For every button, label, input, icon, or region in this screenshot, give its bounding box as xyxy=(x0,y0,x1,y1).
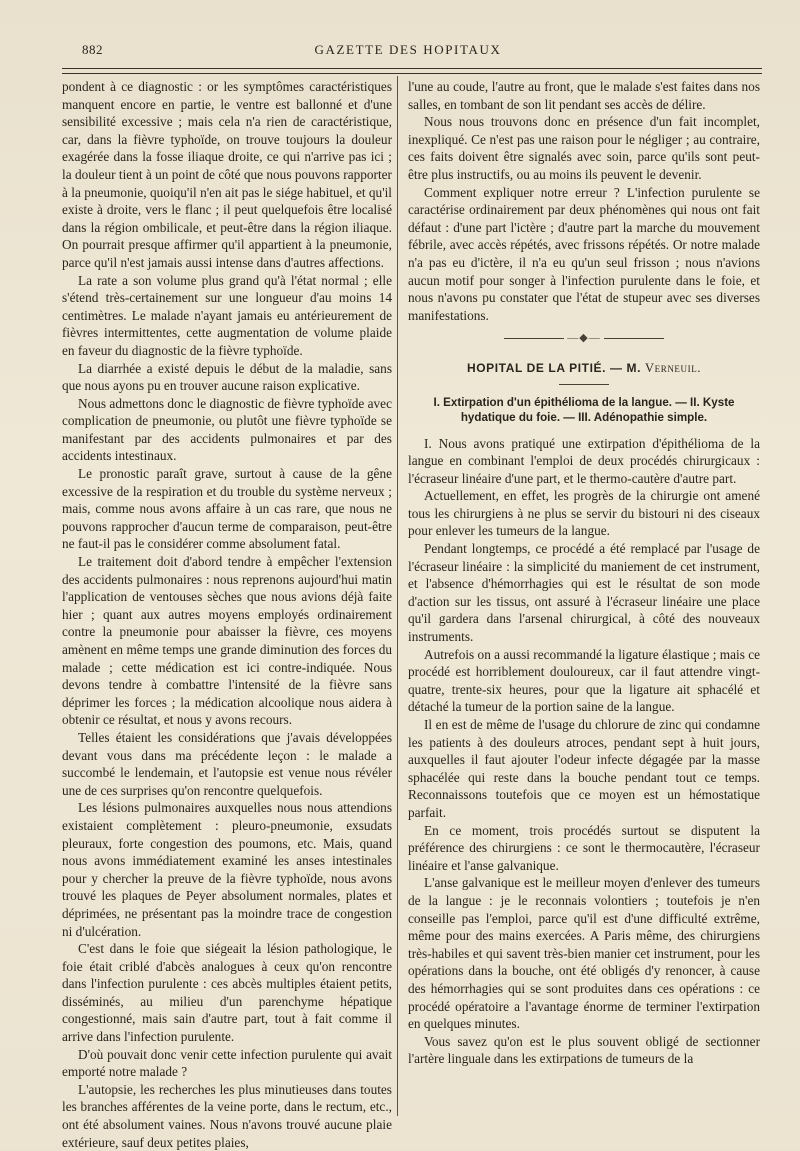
page-header xyxy=(58,38,758,64)
paragraph: La rate a son volume plus grand qu'à l'état normal ; elle s'étend très-certainement sur une longueur d'au moins 14 centimètres. Le malade n'ayant jamais eu antérieurement de fièvres intermittentes, cette augmentation de volume plaide en faveur du diagnostic de la fièvre typhoïde. xyxy=(62,272,392,358)
paragraph: C'est dans le foie que siégeait la lésion pathologique, le foie était criblé d'abcès analogues à ceux qu'on rencontre dans l'infection purulente : ces abcès multiples étaient petits, disséminés, au milieu d'un parenchyme hépatique congestionné, mais sain d'autre part, tout à fait comme il arrive dans l'infection purulente. xyxy=(62,941,392,1045)
paragraph: pondent à ce diagnostic : or les symptômes caractéristiques manquent encore en partie, le ventre est ballonné et d'une sensibilité excessive ; mais cela n'a rien de caractéristique, car, dans la fièvre typhoïde, on trouve toujours la douleur exagérée dans la fosse iliaque droite, ce qui n'arrive pas ici ; la douleur tient à un point de côté que nous pouvons rapporter à la pneumonie, quoiqu'il n'en ait pas le siége habituel, et qu'il existe à droite, vers le flanc ; il peut quelquefois être localisé dans la région ombilicale, et peut-être dans la région iliaque. On pourrait presque affirmer qu'il appartient à la pneumonie, parce qu'il n'est jamais aussi intense dans d'autres affections. xyxy=(62,79,392,270)
paragraph: Vous savez qu'on est le plus souvent obligé de sectionner l'artère linguale dans les extirpations de tumeurs de la xyxy=(408,1033,760,1067)
paragraph: Nous nous trouvons donc en présence d'un fait incomplet, inexpliqué. Ce n'est pas une raison pour le négliger ; au contraire, ces faits doivent être signalés avec soin, parce qu'ils sont peut-être plus instructifs, ou au moins ils peuvent le devenir. xyxy=(408,114,760,182)
right-column xyxy=(408,78,760,1068)
column-divider xyxy=(397,76,398,1116)
header-rule-thin xyxy=(62,73,762,74)
paragraph: Autrefois on a aussi recommandé la ligature élastique ; mais ce procédé est horriblement douloureux, car il faut attendre vingt-quatre, trente-six heures, pour que la ligature ait sphacélé et détaché la tumeur de la portion saine de la langue. xyxy=(408,646,760,715)
section-rule xyxy=(559,384,609,385)
paragraph: Comment expliquer notre erreur ? L'infection purulente se caractérise ordinairement par deux phénomènes qui nous ont fait défaut : d'une part l'ictère ; d'autre part la marche du mouvement fébrile, avec accès répétés, avec frissons répétés. Or notre malade n'a pas eu d'ictère, il n'a eu qu'un seul frisson ; nous n'avions aucun motif pour songer à l'infection purulente dans le foie, et nous n'avons pu constater que l'état de stupeur avec ses diverses manifestations. xyxy=(408,184,760,323)
page-number: 882 xyxy=(82,42,103,57)
paragraph: Le pronostic paraît grave, surtout à cause de la gêne excessive de la respiration et du trouble du système nerveux ; mais, comme nous avons affaire à un cas rare, que nous ne pouvons rapprocher d'aucun terme de comparaison, peut-être ne faut-il pas le considérer comme absolument fatal. xyxy=(62,466,392,552)
lecture-subtitle: I. Extirpation d'un épithélioma de la langue. — II. Kyste hydatique du foie. — III. Adénopathie simple. xyxy=(433,395,735,424)
author-name: Verneuil. xyxy=(645,360,702,375)
paragraph: Telles étaient les considérations que j'avais développées devant vous dans ma précédente leçon : le malade a succombé le lendemain, et l'autopsie est venue nous révéler une de ces surprises qu'on rencontre quelquefois. xyxy=(62,729,392,798)
paragraph: Nous admettons donc le diagnostic de fièvre typhoïde avec complication de pneumonie, ou plutôt une fièvre typhoïde se manifestant par des accidents pulmonaires et par des accidents intestinaux. xyxy=(62,395,392,464)
paragraph: D'où pouvait donc venir cette infection purulente qui avait emporté notre malade ? xyxy=(62,1046,392,1080)
paragraph: Actuellement, en effet, les progrès de la chirurgie ont amené tous les chirurgiens à ne plus se servir du bistouri ni des ciseaux pour enlever les tumeurs de la langue. xyxy=(408,488,760,539)
section-ornament: —◆— xyxy=(408,330,760,348)
paragraph: En ce moment, trois procédés surtout se disputent la préférence des chirurgiens : ce sont le thermocautère, l'écraseur linéaire et l'anse galvanique. xyxy=(408,822,760,873)
paragraph: L'autopsie, les recherches les plus minutieuses dans toutes les branches afférentes de la veine porte, dans le rectum, etc., ont été absolument vaines. Nous n'avons trouvé aucune plaie extérieure, sauf deux petites plaies, xyxy=(62,1081,392,1150)
header-rule xyxy=(62,68,762,69)
paragraph: La diarrhée a existé depuis le début de la maladie, sans que nous ayons pu en trouver aucune raison explicative. xyxy=(62,360,392,394)
paragraph: I. Nous avons pratiqué une extirpation d'épithélioma de la langue en combinant l'emploi de deux procédés chirurgicaux : l'écraseur linéaire d'une part, et le thermo-cautère d'autre part. xyxy=(408,435,760,486)
section-heading xyxy=(408,360,760,378)
journal-title: GAZETTE DES HOPITAUX xyxy=(314,42,502,57)
hospital-name: HOPITAL DE LA PITIÉ. — M. xyxy=(466,360,642,375)
paragraph: L'anse galvanique est le meilleur moyen d'enlever des tumeurs de la langue : je le reconnais volontiers ; toutefois je n'en conseille pas l'emploi, parce qu'il est d'une difficulté extrême, même pour des mains exercées. A Paris même, des chirurgiens très-habiles et qui savent très-bien manier cet instrument, pour les opérations dans la bouche, ont été obligés d'y renoncer, à cause des hémorrhagies qui se sont produites dans ces opérations : ce procédé opératoire a l'avantage énorme de terminer l'extirpation en quelques minutes. xyxy=(408,875,760,1032)
paragraph: l'une au coude, l'autre au front, que le malade s'est faites dans nos salles, en tombant de son lit pendant ses accès de délire. xyxy=(408,79,760,112)
paragraph: Le traitement doit d'abord tendre à empêcher l'extension des accidents pulmonaires : nous reprenons aujourd'hui matin l'application de ventouses sèches que nous avions déjà faite hier ; quant aux autres moyens employés ordinairement contre la pneumonie pour abaisser la fièvre, ces moyens amènent en même temps une grande diminution des forces du malade ; cette médication est ici contre-indiquée. Nous devons tendre à combattre l'intensité de la fièvre sans déprimer les forces ; la médication alcoolique nous aidera à obtenir ce résultat, et nous y avons recours. xyxy=(62,554,392,728)
paragraph: Il en est de même de l'usage du chlorure de zinc qui condamne les patients à des douleurs atroces, pendant sept à huit jours, auxquelles il faut ajouter l'odeur infecte dégagée par la masse sphacélée qui reste dans la bouche pendant tout ce temps. Reconnaissons toutefois que ce moyen est un hémostatique parfait. xyxy=(408,717,760,820)
paragraph: Les lésions pulmonaires auxquelles nous nous attendions existaient complètement : pleuro-pneumonie, exsudats pleuraux, forte congestion des poumons, etc. Mais, quand nous avons immédiatement examiné les anses intestinales pour y chercher la preuve de la fièvre typhoïde, nous avons trouvé les plaques de Peyer absolument normales, plates et déprimées, ne présentant pas la moindre trace de congestion ni d'ulcération. xyxy=(62,800,392,939)
left-column xyxy=(62,78,392,1151)
paragraph: Pendant longtemps, ce procédé a été remplacé par l'usage de l'écraseur linéaire : la simplicité du maniement de cet instrument, et l'absence d'hémorrhagies qui est le résultat de son mode d'action sur les tissus, ont assuré à l'écraseur linéaire une place qu'il gardera dans l'arsenal chirurgical, à côté des nouveaux instruments. xyxy=(408,541,760,645)
